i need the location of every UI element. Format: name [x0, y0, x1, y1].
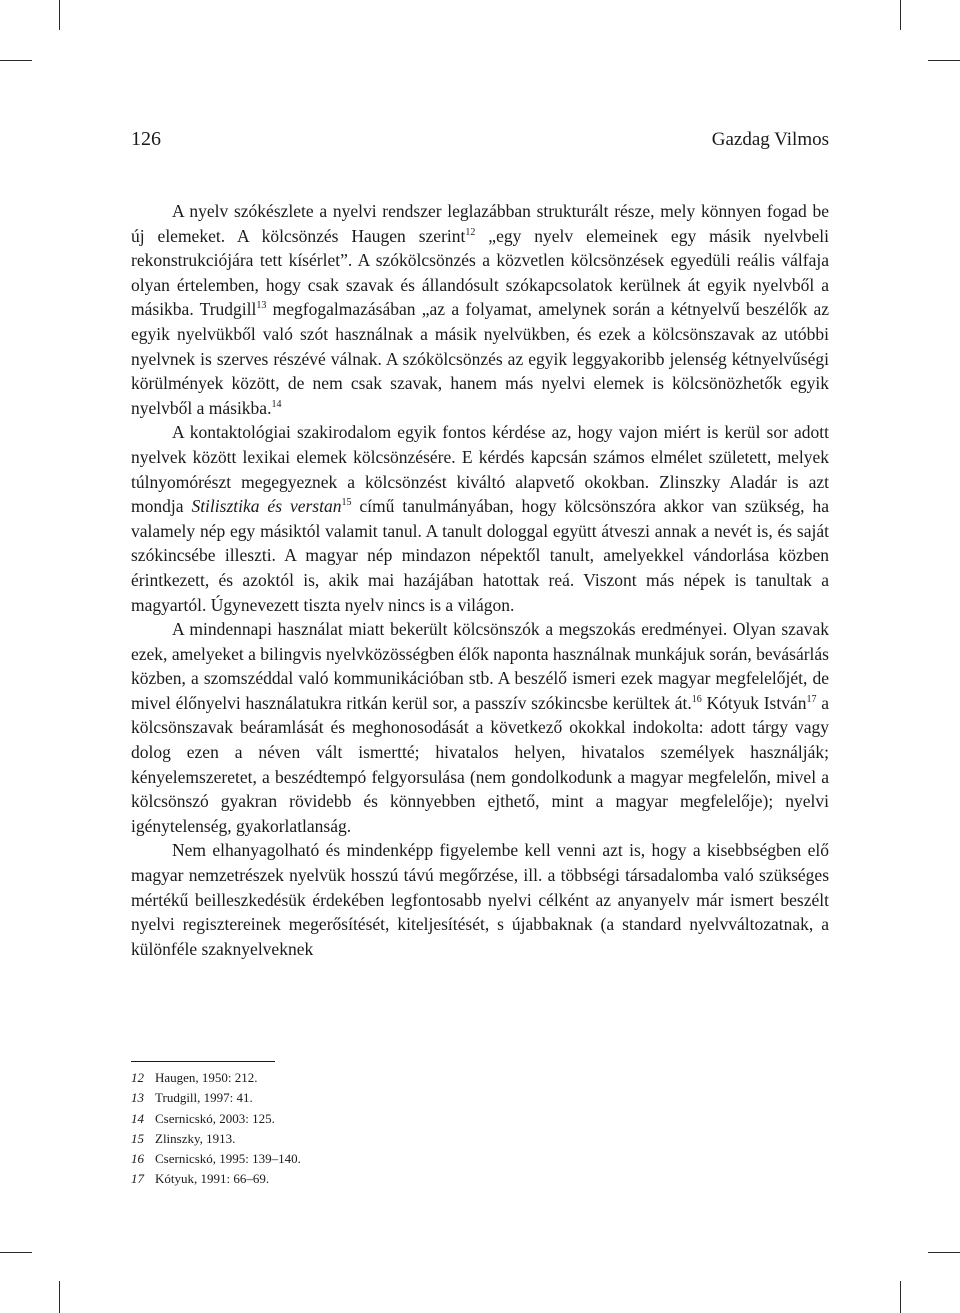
footnotes — [131, 1068, 829, 1190]
text-run: A mindennapi használat miatt bekerült kölcsönszók a megszokás eredményei. Olyan szavak ezek, amelyeket a bilingvis nyelvközösségben élők naponta használnak munkájuk során, bevásárlás közben, a szomszéddal való kommunikációban stb. A beszélő ismeri ezek magyar megfelelőjét, de mivel élőnyelvi használatukra ritkán kerül sor, a passzív szókincsbe kerültek át. — [131, 619, 829, 713]
footnote-number: 12 — [131, 1070, 144, 1085]
page-header — [131, 128, 829, 156]
footnote-number: 17 — [131, 1171, 144, 1187]
text-run: című tanulmányában, hogy kölcsönszóra akkor van szükség, ha valamely nép egy másiktól valamit tanul. A tanult dologgal együtt átveszi annak a nevét is, és saját szókincsébe illeszti. A magyar nép mindazon népektől tanult, amelyekkel vándorlása közben érintkezett, és azoktól is, akik mai hazájában hatottak reá. Viszont más népek is tanultak a magyartól. Úgynevezett tiszta nyelv nincs is a világon. — [131, 496, 830, 615]
body-paragraph — [131, 420, 829, 617]
text-run: a kölcsönszavak beáramlását és meghonosodását a következő okokkal indokolta: adott tárgy vagy dolog ezen a néven vált ismertté; hivatalos helyen, hivatalos személyek használják; kényelemszeretet, a beszédtempó felgyorsulása (nem gondolkodunk a magyar megfelelőn, mivel a kölcsönszó gyakran rövidebb és könnyebben ejthető, mint a magyar megfelelője); nyelvi igénytelenség, gyakorlatlanság. — [131, 692, 829, 836]
footnote-text: Csernicskó, 1995: 139–140. — [155, 1151, 301, 1167]
footnote-text: Trudgill, 1997: 41. — [155, 1090, 253, 1106]
crop-mark — [0, 1252, 32, 1253]
footnote — [131, 1169, 829, 1189]
footnote-rule — [131, 1061, 275, 1062]
footnote — [131, 1068, 829, 1088]
footnote-reference: 17 — [806, 693, 817, 705]
crop-mark — [900, 1281, 901, 1313]
footnote — [131, 1088, 829, 1108]
text-run: A kontaktológiai szakirodalom egyik fontos kérdése az, hogy vajon miért is kerül sor adott nyelvek között lexikai elemek kölcsönzésére. E kérdés kapcsán számos elmélet született, melyek túlnyomórészt megegyeznek a kölcsönzést kiváltó alapvető okokban. Zlinszky Aladár is azt mondja — [131, 422, 829, 517]
footnote — [131, 1149, 829, 1169]
footnote-text: Csernicskó, 2003: 125. — [155, 1110, 275, 1126]
cited-title: Stilisztika és verstan — [191, 496, 342, 517]
crop-mark — [0, 60, 32, 61]
footnote-reference: 15 — [341, 497, 352, 509]
footnote-text: Kótyuk, 1991: 66–69. — [155, 1171, 270, 1187]
footnote-reference: 12 — [465, 226, 476, 238]
text-run: Kótyuk István — [701, 692, 807, 713]
footnote-reference: 14 — [271, 398, 282, 410]
crop-mark — [928, 60, 960, 61]
text-run: Nem elhanyagolható és mindenképp figyelembe kell venni azt is, hogy a kisebbségben elő magyar nemzetrészek nyelvük hosszú távú megőrzése, ill. a többségi társadalomba való szükséges mértékű beilleszkedésük érdekében legfontosabb nyelvi célként az anyanyelv már ismert beszélt nyelvi regisztereinek megerősítését, kiteljesítését, s újabbaknak (a standard nyelvváltozatnak, a különféle szaknyelveknek — [131, 840, 829, 959]
footnote-number: 13 — [131, 1090, 144, 1106]
running-head: Gazdag Vilmos — [711, 129, 829, 150]
body-paragraph — [131, 617, 829, 838]
text-run: megfogalmazásában „az a folyamat, amelynek során a kétnyelvű beszélők az egyik nyelvükből való szót használnak a másik nyelvükben, és ezek a kölcsönszavak az utóbbi nyelvnek is szerves részévé válnak. A szókölcsönzés az egyik leggyakoribb jelenség kétnyelvűségi körülmények között, de nem csak szavak, hanem más nyelvi elemek is kölcsönözhetők egyik nyelvből a másikba. — [131, 299, 829, 418]
body-paragraph — [131, 838, 829, 961]
footnote-number: 16 — [131, 1151, 144, 1167]
footnote — [131, 1109, 829, 1129]
footnote-reference: 16 — [691, 693, 702, 705]
footnote-number: 14 — [131, 1110, 144, 1126]
footnote-text: Zlinszky, 1913. — [155, 1130, 236, 1146]
crop-mark — [928, 1252, 960, 1253]
body-paragraph — [131, 199, 829, 420]
footnote-reference: 13 — [256, 300, 267, 312]
crop-mark — [59, 0, 60, 30]
footnote — [131, 1129, 829, 1149]
text-run: A nyelv szókészlete a nyelvi rendszer leglazábban strukturált része, mely könnyen fogad be új elemeket. A kölcsönzés Haugen szerint — [131, 201, 829, 246]
body-text — [131, 199, 829, 961]
page-number: 126 — [131, 128, 161, 150]
crop-mark — [900, 0, 901, 30]
text-run: „egy nyelv elemeinek egy másik nyelvbeli rekonstrukciójára tett kísérlet”. A szókölcsönzés a közvetlen kölcsönzések egyedüli reális válfaja olyan értelemben, hogy csak szavak és állandósult szókapcsolatok kerülnek át egyik nyelvből a másikba. Trudgill — [131, 225, 829, 320]
footnote-number: 15 — [131, 1130, 144, 1146]
footnote-text: Haugen, 1950: 212. — [155, 1070, 258, 1085]
crop-mark — [59, 1281, 60, 1313]
